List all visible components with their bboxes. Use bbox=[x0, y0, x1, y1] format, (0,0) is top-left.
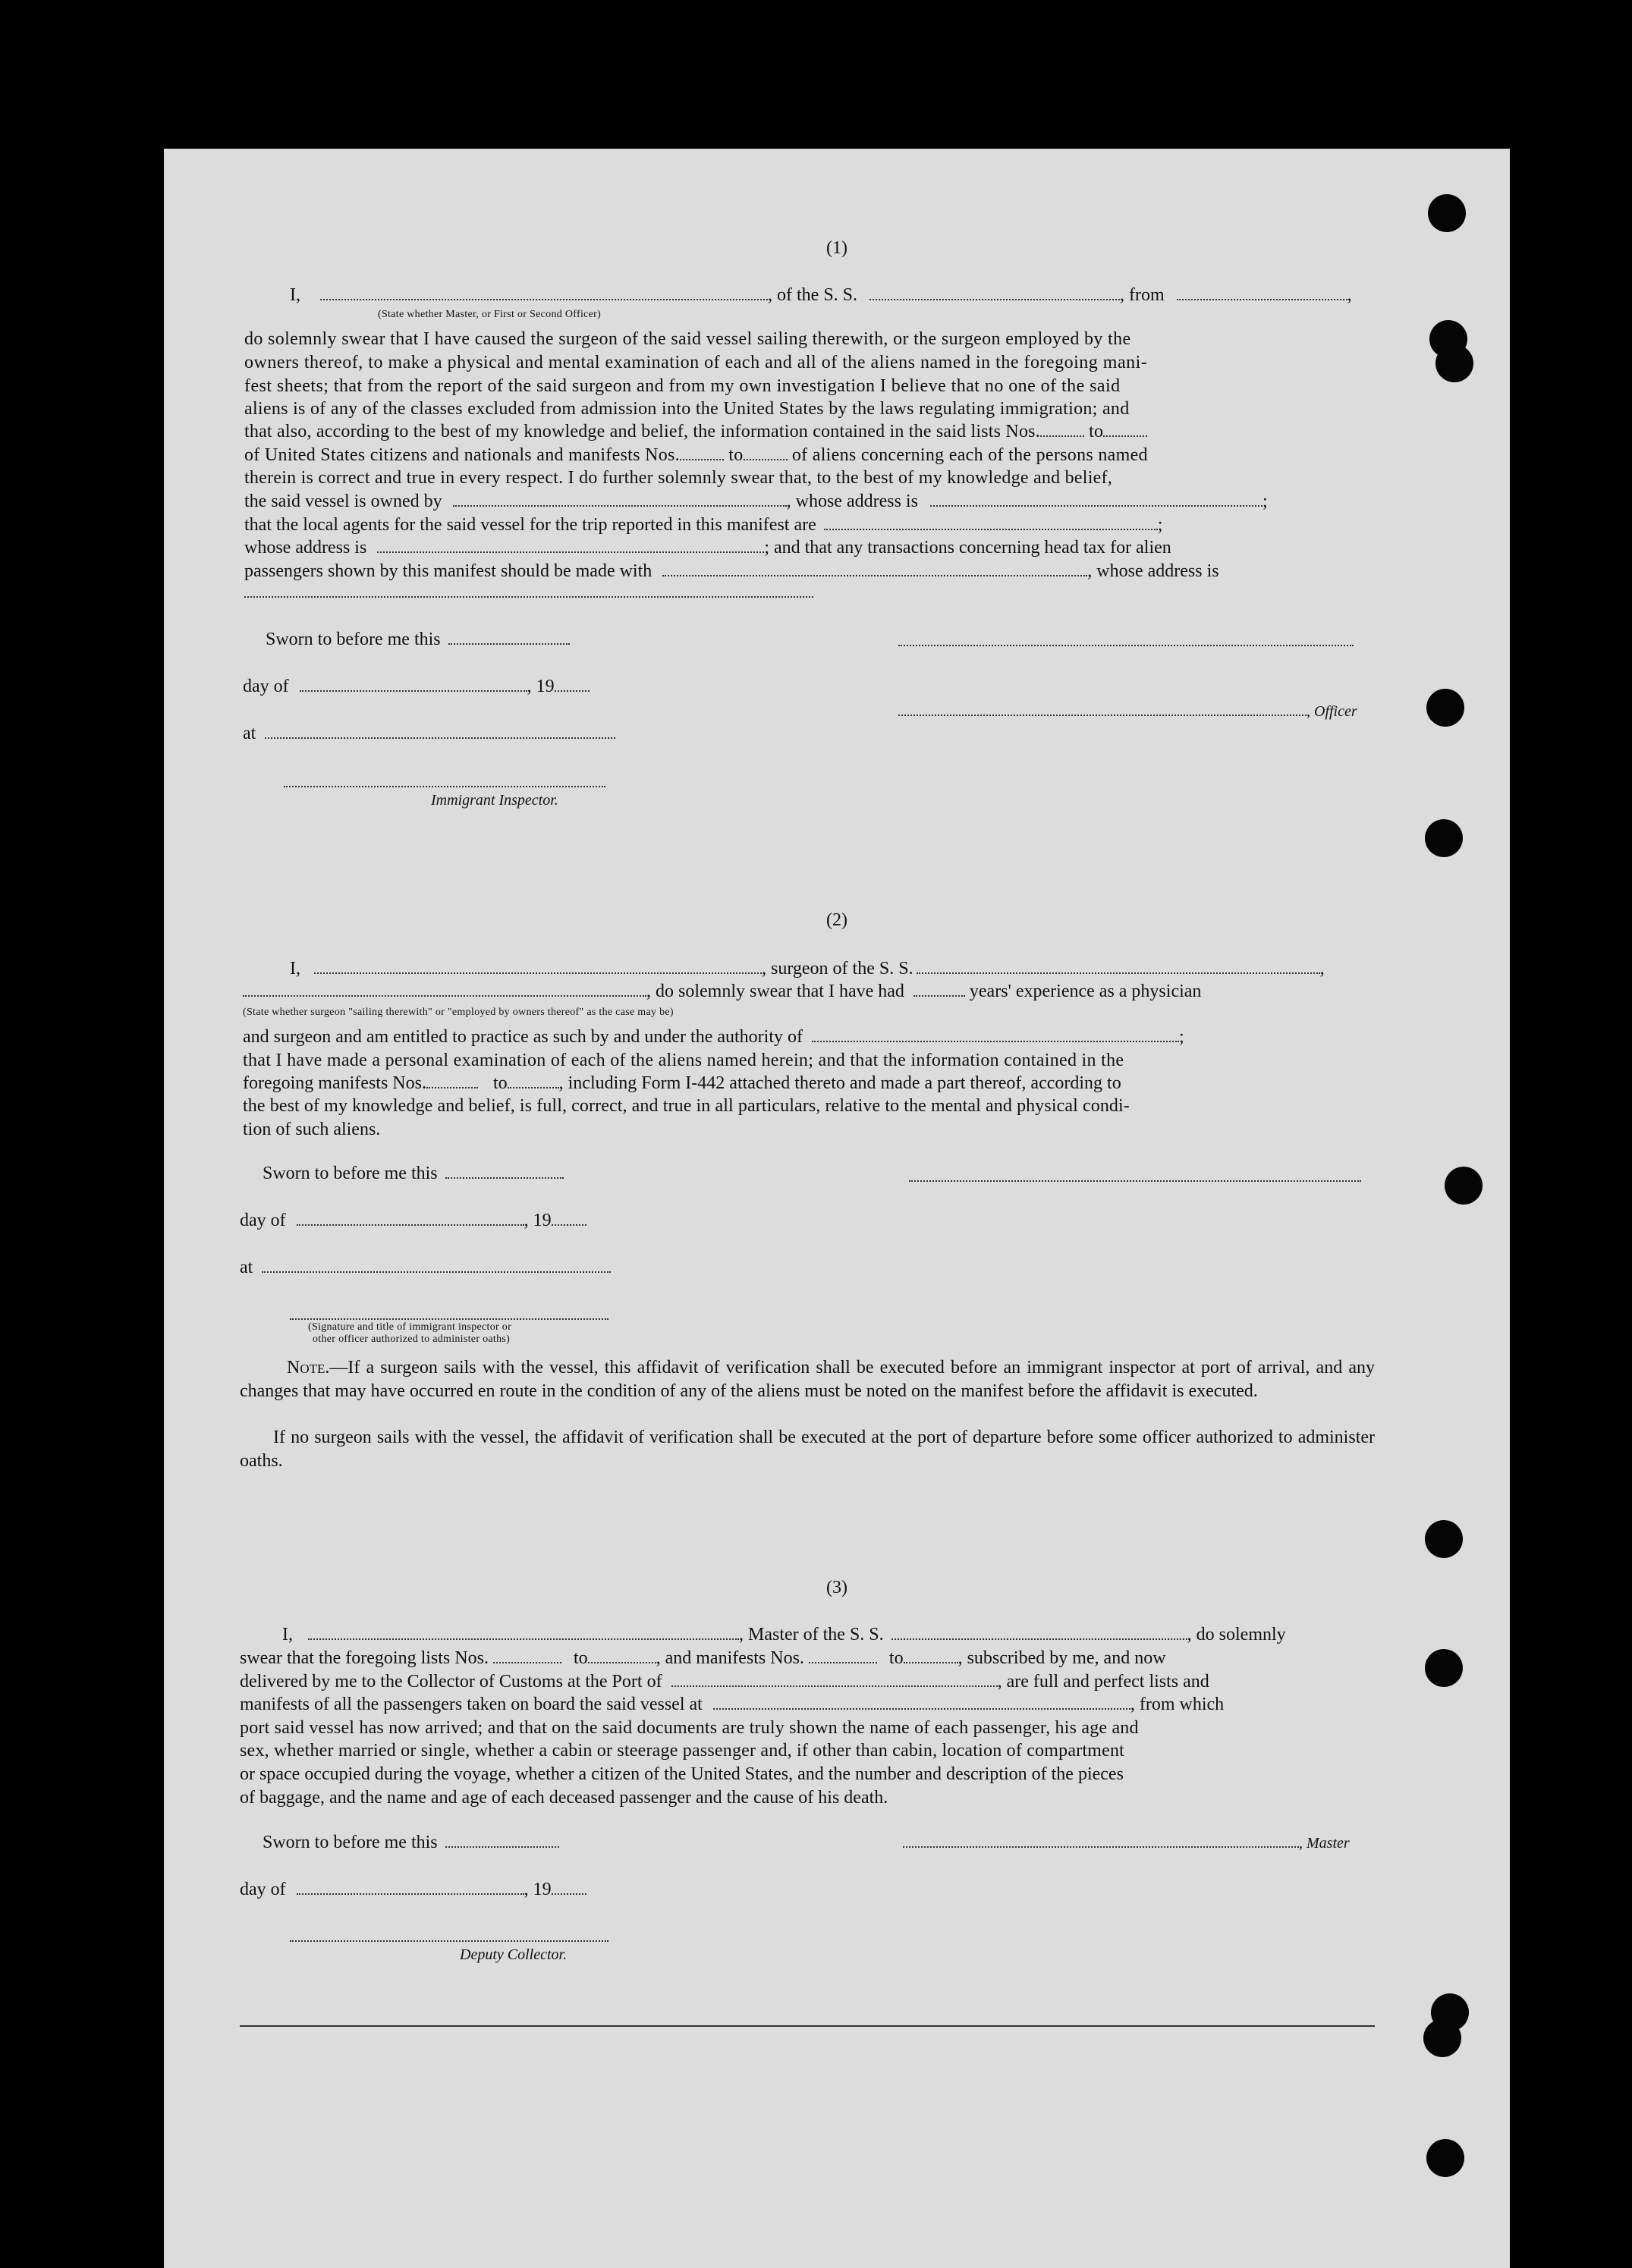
section-2-sworn: Sworn to before me this bbox=[263, 1162, 564, 1185]
section-2-note: Note.—If a surgeon sails with the vessel, this affidavit of verification shall be executed before an immigrant inspector at port of arrival, and any changes that may have occurred en route in the condition of any of the aliens must be noted on the manifest before the affidavit is executed. bbox=[240, 1358, 1375, 1401]
section-1-inspector-label: Immigrant Inspector. bbox=[431, 792, 558, 809]
section-1-line-1: I, , of the S. S. , from , bbox=[290, 285, 1352, 305]
section-2-sig-note-2: other officer authorized to administer oaths) bbox=[313, 1333, 511, 1345]
punch-hole-3 bbox=[1435, 344, 1473, 382]
punch-hole-4 bbox=[1426, 689, 1464, 727]
section-2-day-of: day of , 19 bbox=[240, 1209, 586, 1232]
section-1-p-6: of United States citizens and nationals and manifests Nos. to of aliens concerning each of the persons named bbox=[244, 445, 1148, 465]
section-2-sig-note-1: (Signature and title of immigrant inspector or bbox=[308, 1321, 512, 1333]
section-1-p-9: that the local agents for the said vessel for the trip reported in this manifest are ; bbox=[244, 515, 1163, 535]
section-2-surgeon-note: (State whether surgeon "sailing therewith" or "employed by owners thereof" as the case may be) bbox=[243, 1007, 674, 1018]
section-1-master-note: (State whether Master, or First or Second Officer) bbox=[378, 309, 602, 320]
section-1-p-2: owners thereof, to make a physical and mental examination of each and all of the aliens named in the foregoing mani- bbox=[244, 353, 1148, 372]
section-3-line-1: I, , Master of the S. S. , do solemnly bbox=[282, 1625, 1286, 1644]
section-3-p-2: delivered by me to the Collector of Customs at the Port of , are full and perfect lists and bbox=[240, 1672, 1209, 1692]
section-2-number: (2) bbox=[826, 910, 847, 930]
section-2-p-3: foregoing manifests Nos. to , including Form I-442 attached thereto and made a part thereof, according to bbox=[243, 1073, 1121, 1093]
section-3-p-5: sex, whether married or single, whether a cabin or steerage passenger and, if other than cabin, location of compartment bbox=[240, 1741, 1125, 1761]
section-2-p-5: tion of such aliens. bbox=[243, 1120, 381, 1139]
punch-hole-6 bbox=[1445, 1167, 1483, 1205]
section-2-line-2: , do solemnly swear that I have had years' experience as a physician bbox=[243, 980, 1201, 1003]
form-sheet bbox=[164, 149, 1510, 2268]
section-1-signature-line bbox=[898, 643, 1354, 646]
section-2-at: at bbox=[240, 1256, 611, 1279]
section-1-day-of: day of , 19 bbox=[243, 675, 590, 698]
section-2-note-2: If no surgeon sails with the vessel, the affidavit of verification shall be executed at the port of departure before some officer authorized to administer oaths. bbox=[240, 1428, 1375, 1471]
section-3-deputy-line bbox=[290, 1939, 608, 1942]
section-3-deputy-label: Deputy Collector. bbox=[460, 1946, 568, 1963]
section-1-officer: , Officer bbox=[898, 699, 1357, 723]
section-3-p-3: manifests of all the passengers taken on board the said vessel at , from which bbox=[240, 1695, 1225, 1714]
section-1-p-10: whose address is ; and that any transactions concerning head tax for alien bbox=[244, 538, 1171, 558]
section-3-p-6: or space occupied during the voyage, whether a citizen of the United States, and the number and description of the pieces bbox=[240, 1764, 1124, 1784]
section-2-p-2: that I have made a personal examination of each of the aliens named herein; and that the information contained in the bbox=[243, 1051, 1124, 1070]
section-3-p-7: of baggage, and the name and age of each deceased passenger and the cause of his death. bbox=[240, 1788, 888, 1808]
section-2-p-1: and surgeon and am entitled to practice as such by and under the authority of ; bbox=[243, 1027, 1184, 1047]
section-3-sworn: Sworn to before me this bbox=[263, 1831, 559, 1854]
section-1-number: (1) bbox=[826, 238, 847, 258]
section-1-inspector-line bbox=[284, 784, 605, 787]
section-1-sworn: Sworn to before me this bbox=[266, 628, 570, 651]
punch-hole-1 bbox=[1428, 194, 1466, 232]
section-1-p-7: therein is correct and true in every respect. I do further solemnly swear that, to the best of my knowledge and belief, bbox=[244, 468, 1113, 488]
section-3-p-4: port said vessel has now arrived; and that on the said documents are truly shown the name of each passenger, his age and bbox=[240, 1718, 1139, 1738]
section-3-number: (3) bbox=[826, 1578, 847, 1597]
section-1-p-4: aliens is of any of the classes excluded from admission into the United States by the laws regulating immigration; and bbox=[244, 399, 1130, 419]
section-1-p-11: passengers shown by this manifest should be made with , whose address is bbox=[244, 561, 1219, 581]
section-3-master: , Master bbox=[903, 1831, 1350, 1855]
bottom-rule bbox=[240, 2025, 1375, 2027]
section-1-address-line bbox=[244, 595, 813, 598]
punch-hole-5 bbox=[1425, 819, 1463, 857]
section-2-sig-line bbox=[290, 1317, 608, 1320]
section-1-at: at bbox=[243, 722, 615, 745]
section-2-p-4: the best of my knowledge and belief, is full, correct, and true in all particulars, relative to the mental and physical condi- bbox=[243, 1096, 1130, 1116]
section-3-p-1: swear that the foregoing lists Nos. to , and manifests Nos. to , subscribed by me, and now bbox=[240, 1648, 1166, 1668]
section-1-p-5: that also, according to the best of my knowledge and belief, the information contained in the said lists Nos. to bbox=[244, 420, 1147, 443]
punch-hole-7 bbox=[1425, 1520, 1463, 1558]
punch-hole-10 bbox=[1423, 2019, 1461, 2057]
section-2-signature-line bbox=[909, 1179, 1361, 1182]
section-1-p-1: do solemnly swear that I have caused the surgeon of the said vessel sailing therewith, or the surgeon employed by the bbox=[244, 329, 1131, 349]
section-1-p-3: fest sheets; that from the report of the said surgeon and from my own investigation I believe that no one of the said bbox=[244, 376, 1121, 396]
punch-hole-11 bbox=[1426, 2139, 1464, 2177]
punch-hole-8 bbox=[1425, 1649, 1463, 1687]
section-2-line-1: I, , surgeon of the S. S. , bbox=[290, 959, 1325, 979]
section-3-day-of: day of , 19 bbox=[240, 1878, 586, 1901]
section-1-p-8: the said vessel is owned by , whose address is ; bbox=[244, 492, 1268, 511]
